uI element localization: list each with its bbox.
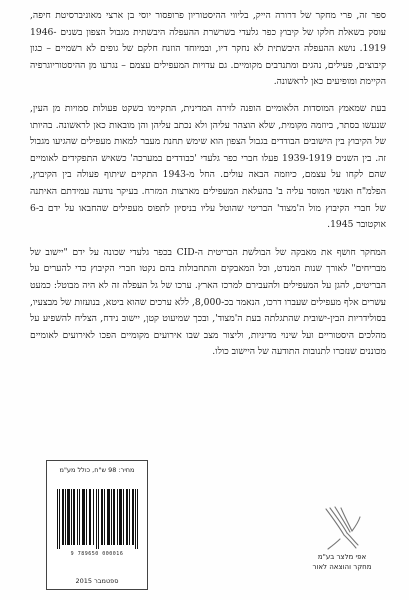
publication-date: ספטמבר 2015 [75, 577, 119, 585]
publisher-subtitle: מחקר והוצאה לאור [312, 563, 372, 571]
price-label: מחיר: 98 ש"ח, כולל מע"מ [59, 466, 135, 474]
barcode-panel [46, 460, 148, 590]
publisher-name: אפי מלצר בע"מ [317, 553, 367, 561]
blurb-paragraph-2: בעת שמאמץ המוסדות הלאומיים הופנה לזירה המדינית, התקיימו בשקט פעולות סמויות מן העין, שנעשו בסתר, ביוזמה מקומית, שלא הוצהר עליהן ולא נכתב עליהן והן מובאות כאן לראשונה. בהיותו של הקיבוץ בין הישובים הבודדים בגבול הצפון הוא שימש תחנת מעבר למאות מעפילים שהגיעו מגבול זה. בין השנים 1939-1919 פעלו חברי כפר גלעדי 'כבודדים במערכה' כשאיש התפקידים לאומיים שהם לקחו על עצמם, כיוזמה הבאה עולים. החל מ-1943 התקיים שיתוף פעולה בין הקיבוץ, הפלמ"ח ואנשי המוסד עליה ב' בהעלאת המעפילים מארצות המזרח. בעיקר נודעה עמידתם האיתנה של חברי הקיבוץ מול ה'מצוד' הבריטי שהוטל עליו בניסיון לתפוס מעפילים שהחבאו על ידם ב-6 אוקטובר 1945. [30, 102, 386, 231]
blurb-paragraph-1: ספר זה, פרי מחקר של דרורה הייק, בליווי ההיסטוריון פרופסור יוסי בן ארצי מאוניברסיטת חיפה, עוסק בשאלת חלקו של קיבוץ כפר גלעדי בשרשרת ההעפלה היבשתית מגבול הצפון בשנים 1946-1919. נושא ההעפלה היבשתית לא נחקר דיו, ובמיוחד הוזנח חלקם של גופים לא רשמיים – כגון קיבוצים, פעילים, נהגים ומתנדבים מקומיים. גם עדויות המעפילים עצמם – נגרעו מן ההיסטוריוגרפיה הקיימת ומופיעים כאן לראשונה. [30, 10, 386, 88]
publisher-imprint [286, 552, 398, 572]
blurb-text [30, 8, 386, 372]
isbn-number: 9 789650 000016 [70, 551, 124, 557]
blurb-paragraph-3: המחקר חושף את מאבקה של הבולשת הבריטית ה-CID בכפר גלעדי שכונה על ידם "יישוב של מבריחים" לאורך שנות המנדט, וכל המאבקים והתחבולות בהם נקטו חברי הקיבוץ כדי להערים על הבריטים, להגן על המעפילים ולהעבירם למרכז הארץ. ערכו של גל העפלה זה לא היה מבוטל: כמעט עשרים אלף מעפילים שעברו דרכו, הנאמד בכ-8,000, ללא ערכים שהוא ביטא, בנועזות של מבצעיו, בסולידריות הבין-ישובית שהתגלתה בעת ה'מצוד', ובכך שמיעוט קטן, יישוב נידח, הצליח להשפיע על מהלכים היסטוריים ועל שינוי מדיניות, וליצור מצב שבו אירועים מקומיים הפכו לאירועים לאומיים מכוננים שנזכרו לתנובות התודעה של היישוב כולו. [30, 246, 387, 358]
hand-drawn-bird-icon [322, 505, 362, 551]
isbn-barcode [56, 489, 138, 549]
